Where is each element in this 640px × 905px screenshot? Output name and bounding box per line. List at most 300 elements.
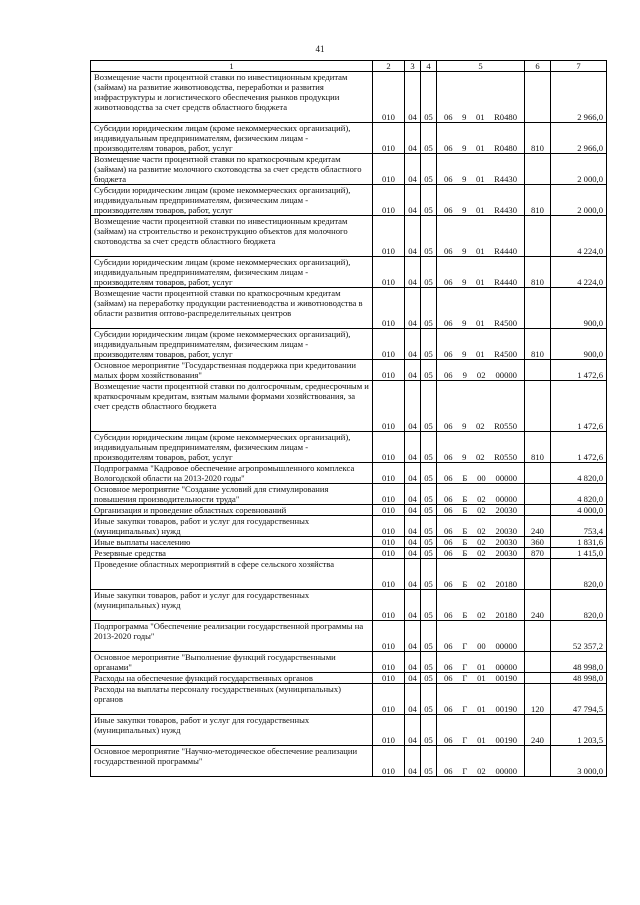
target-article-subprogram: Г: [462, 766, 468, 776]
row-description-text: Подпрограмма "Кадровое обеспечение агропромышленного комплекса Вологодской области на 2013-2020 годы": [94, 463, 355, 483]
target-article-event: 02: [477, 610, 486, 620]
row-description: [91, 621, 373, 652]
target-article-event: 01: [475, 143, 485, 153]
target-article-subprogram: Б: [462, 610, 468, 620]
row-description-text: Субсидии юридическим лицам (кроме некоммерческих организаций), индивидуальным предпринимателям, физическим лицам - производителям товаров, работ, услуг: [94, 257, 351, 287]
cell-expense-type: [525, 72, 551, 123]
target-article-subprogram: Г: [462, 673, 468, 683]
cell-admin-code: 010: [373, 590, 405, 621]
row-description-text: Иные выплаты населению: [94, 537, 191, 547]
target-article-direction: 20030: [495, 548, 517, 558]
cell-subsection: 05: [421, 505, 437, 516]
cell-amount: 820,0: [551, 590, 607, 621]
page-number: 41: [315, 44, 325, 54]
target-article-event: 02: [476, 370, 486, 380]
cell-target-article: [437, 154, 525, 185]
target-article-direction: R0550: [494, 452, 517, 462]
cell-target-article: [437, 360, 525, 381]
target-article-direction: R4430: [494, 174, 517, 184]
target-article-event: 01: [475, 205, 485, 215]
column-header: 4: [421, 61, 437, 72]
target-article-event: 01: [475, 349, 485, 359]
target-article-program: 06: [444, 610, 453, 620]
cell-section: 04: [405, 505, 421, 516]
cell-admin-code: 010: [373, 72, 405, 123]
budget-table: [90, 60, 607, 777]
cell-admin-code: 010: [373, 516, 405, 537]
cell-target-article: [437, 715, 525, 746]
target-article-program: 06: [444, 505, 453, 515]
cell-expense-type: [525, 484, 551, 505]
target-article-direction: 00000: [495, 766, 517, 776]
target-article-subprogram: 9: [462, 205, 467, 215]
target-article-event: 01: [475, 277, 485, 287]
cell-expense-type: 810: [525, 257, 551, 288]
target-article-program: 06: [444, 673, 453, 683]
table-row: [91, 432, 607, 463]
cell-amount: 900,0: [551, 288, 607, 329]
cell-admin-code: 010: [373, 185, 405, 216]
target-article-subprogram: Г: [462, 662, 468, 672]
row-description-text: Резервные средства: [94, 548, 166, 558]
target-article-event: 02: [477, 494, 486, 504]
cell-admin-code: 010: [373, 360, 405, 381]
cell-subsection: 05: [421, 329, 437, 360]
cell-admin-code: 010: [373, 257, 405, 288]
cell-subsection: 05: [421, 360, 437, 381]
row-description: [91, 652, 373, 673]
target-article-event: 02: [477, 537, 486, 547]
target-article-subprogram: Г: [462, 735, 468, 745]
cell-subsection: 05: [421, 432, 437, 463]
cell-section: 04: [405, 621, 421, 652]
target-article-direction: R4500: [494, 349, 517, 359]
cell-expense-type: 810: [525, 123, 551, 154]
cell-section: 04: [405, 559, 421, 590]
cell-subsection: 05: [421, 548, 437, 559]
cell-subsection: 05: [421, 537, 437, 548]
cell-section: 04: [405, 185, 421, 216]
cell-subsection: 05: [421, 516, 437, 537]
cell-amount: 48 998,0: [551, 652, 607, 673]
target-article-direction: R0480: [494, 112, 517, 122]
cell-admin-code: 010: [373, 123, 405, 154]
table-row: [91, 463, 607, 484]
cell-section: 04: [405, 537, 421, 548]
cell-amount: 820,0: [551, 559, 607, 590]
table-row: [91, 746, 607, 777]
table-row: [91, 216, 607, 257]
cell-section: 04: [405, 216, 421, 257]
target-article-direction: 00000: [495, 370, 517, 380]
row-description-text: Основное мероприятие "Выполнение функций государственными органами": [94, 652, 336, 672]
cell-amount: 1 203,5: [551, 715, 607, 746]
cell-subsection: 05: [421, 72, 437, 123]
cell-admin-code: 010: [373, 216, 405, 257]
target-article-direction: 20180: [495, 579, 517, 589]
cell-target-article: [437, 673, 525, 684]
cell-subsection: 05: [421, 185, 437, 216]
cell-admin-code: 010: [373, 463, 405, 484]
row-description-text: Проведение областных мероприятий в сфере сельского хозяйства: [94, 559, 335, 569]
table-row: [91, 505, 607, 516]
cell-amount: 4 820,0: [551, 484, 607, 505]
cell-section: 04: [405, 329, 421, 360]
row-description: [91, 715, 373, 746]
cell-subsection: 05: [421, 621, 437, 652]
row-description: [91, 154, 373, 185]
row-description-text: Иные закупки товаров, работ и услуг для государственных (муниципальных) нужд: [94, 590, 310, 610]
cell-subsection: 05: [421, 463, 437, 484]
target-article-direction: 20180: [495, 610, 517, 620]
table-row: [91, 673, 607, 684]
cell-amount: 1 415,0: [551, 548, 607, 559]
cell-amount: 4 224,0: [551, 216, 607, 257]
row-description: [91, 257, 373, 288]
cell-subsection: 05: [421, 590, 437, 621]
cell-expense-type: [525, 621, 551, 652]
target-article-direction: R4430: [494, 205, 517, 215]
target-article-event: 01: [477, 704, 486, 714]
table-row: [91, 516, 607, 537]
cell-admin-code: 010: [373, 329, 405, 360]
target-article-direction: 20030: [495, 526, 517, 536]
table-row: [91, 548, 607, 559]
target-article-event: 01: [475, 246, 485, 256]
row-description-text: Субсидии юридическим лицам (кроме некоммерческих организаций), индивидуальным предпринимателям, физическим лицам - производителям товаров, работ, услуг: [94, 185, 351, 215]
target-article-direction: 20030: [495, 505, 517, 515]
cell-expense-type: [525, 505, 551, 516]
target-article-subprogram: Б: [462, 473, 468, 483]
cell-target-article: [437, 216, 525, 257]
row-description: [91, 185, 373, 216]
column-header: 5: [437, 61, 525, 72]
cell-subsection: 05: [421, 559, 437, 590]
target-article-direction: 00000: [495, 473, 517, 483]
target-article-program: 06: [444, 473, 453, 483]
cell-section: 04: [405, 432, 421, 463]
cell-section: 04: [405, 590, 421, 621]
cell-target-article: [437, 516, 525, 537]
column-header: 3: [405, 61, 421, 72]
cell-admin-code: 010: [373, 548, 405, 559]
table-row: [91, 123, 607, 154]
cell-expense-type: 240: [525, 590, 551, 621]
cell-expense-type: [525, 559, 551, 590]
row-description-text: Иные закупки товаров, работ и услуг для государственных (муниципальных) нужд: [94, 715, 310, 735]
cell-admin-code: 010: [373, 652, 405, 673]
cell-admin-code: 010: [373, 432, 405, 463]
cell-amount: 2 000,0: [551, 185, 607, 216]
target-article-event: 00: [477, 473, 486, 483]
cell-expense-type: 120: [525, 684, 551, 715]
row-description-text: Подпрограмма "Обеспечение реализации государственной программы на 2013-2020 годы": [94, 621, 364, 641]
table-row: [91, 537, 607, 548]
target-article-program: 06: [444, 205, 453, 215]
cell-admin-code: 010: [373, 288, 405, 329]
cell-amount: 52 357,2: [551, 621, 607, 652]
target-article-program: 06: [444, 579, 453, 589]
target-article-subprogram: 9: [462, 174, 467, 184]
table-row: [91, 559, 607, 590]
cell-amount: 4 000,0: [551, 505, 607, 516]
cell-subsection: 05: [421, 123, 437, 154]
cell-subsection: 05: [421, 652, 437, 673]
target-article-event: 01: [475, 174, 485, 184]
cell-expense-type: [525, 652, 551, 673]
row-description: [91, 360, 373, 381]
target-article-program: 06: [444, 537, 453, 547]
cell-subsection: 05: [421, 484, 437, 505]
cell-expense-type: 240: [525, 715, 551, 746]
cell-section: 04: [405, 463, 421, 484]
cell-amount: 2 000,0: [551, 154, 607, 185]
target-article-subprogram: Б: [462, 505, 468, 515]
cell-section: 04: [405, 381, 421, 432]
cell-amount: 2 966,0: [551, 123, 607, 154]
target-article-direction: R4500: [494, 318, 517, 328]
cell-subsection: 05: [421, 154, 437, 185]
target-article-program: 06: [444, 735, 453, 745]
cell-target-article: [437, 590, 525, 621]
cell-admin-code: 010: [373, 505, 405, 516]
table-row: [91, 621, 607, 652]
table-row: [91, 360, 607, 381]
target-article-direction: R4440: [494, 246, 517, 256]
cell-target-article: [437, 652, 525, 673]
cell-expense-type: [525, 463, 551, 484]
cell-section: 04: [405, 684, 421, 715]
target-article-direction: R0480: [494, 143, 517, 153]
target-article-direction: 00000: [495, 494, 517, 504]
cell-section: 04: [405, 484, 421, 505]
column-header: 1: [91, 61, 373, 72]
target-article-event: 01: [477, 662, 486, 672]
table-row: [91, 484, 607, 505]
target-article-direction: 00000: [495, 641, 517, 651]
cell-section: 04: [405, 123, 421, 154]
target-article-program: 06: [444, 370, 453, 380]
cell-admin-code: 010: [373, 673, 405, 684]
table-row: [91, 590, 607, 621]
cell-expense-type: 360: [525, 537, 551, 548]
column-header: 6: [525, 61, 551, 72]
cell-target-article: [437, 381, 525, 432]
cell-subsection: 05: [421, 257, 437, 288]
target-article-event: 01: [475, 318, 485, 328]
cell-section: 04: [405, 154, 421, 185]
target-article-subprogram: 9: [462, 318, 467, 328]
row-description: [91, 381, 373, 432]
cell-amount: 4 820,0: [551, 463, 607, 484]
table-row: [91, 288, 607, 329]
cell-expense-type: 810: [525, 185, 551, 216]
target-article-program: 06: [444, 641, 453, 651]
row-description: [91, 329, 373, 360]
target-article-program: 06: [444, 277, 453, 287]
cell-amount: 2 966,0: [551, 72, 607, 123]
cell-subsection: 05: [421, 684, 437, 715]
row-description-text: Возмещение части процентной ставки по инвестиционным кредитам (займам) на строительство и реконструкцию объектов для молочного скотоводства за счет средств областного бюджета: [94, 216, 348, 246]
target-article-program: 06: [444, 526, 453, 536]
row-description-text: Основное мероприятие "Научно-методическое обеспечение реализации государственной программы": [94, 746, 358, 766]
row-description-text: Возмещение части процентной ставки по краткосрочным кредитам (займам) на развитие молочного скотоводства за счет средств областного бюджета: [94, 154, 362, 184]
target-article-subprogram: Г: [462, 704, 468, 714]
row-description: [91, 516, 373, 537]
cell-section: 04: [405, 288, 421, 329]
target-article-subprogram: 9: [462, 143, 467, 153]
target-article-subprogram: Б: [462, 526, 468, 536]
cell-expense-type: [525, 381, 551, 432]
cell-admin-code: 010: [373, 484, 405, 505]
cell-amount: 47 794,5: [551, 684, 607, 715]
cell-section: 04: [405, 715, 421, 746]
table-row: [91, 329, 607, 360]
table-row: [91, 381, 607, 432]
cell-amount: 3 000,0: [551, 746, 607, 777]
row-description-text: Возмещение части процентной ставки по краткосрочным кредитам (займам) на переработку продукции растениеводства и животноводства в области развития оптово-распределительных центров: [94, 288, 363, 318]
target-article-event: 02: [475, 421, 485, 431]
target-article-subprogram: 9: [462, 277, 467, 287]
cell-target-article: [437, 185, 525, 216]
target-article-program: 06: [444, 766, 453, 776]
cell-admin-code: 010: [373, 621, 405, 652]
target-article-program: 06: [444, 174, 453, 184]
cell-subsection: 05: [421, 381, 437, 432]
cell-expense-type: 870: [525, 548, 551, 559]
cell-target-article: [437, 505, 525, 516]
row-description: [91, 684, 373, 715]
target-article-direction: 00190: [495, 735, 517, 745]
target-article-event: 02: [477, 505, 486, 515]
row-description-text: Основное мероприятие "Государственная поддержка при кредитовании малых форм хозяйствования": [94, 360, 356, 380]
row-description: [91, 746, 373, 777]
cell-subsection: 05: [421, 288, 437, 329]
target-article-subprogram: 9: [462, 370, 467, 380]
target-article-subprogram: 9: [462, 246, 467, 256]
cell-amount: 1 472,6: [551, 432, 607, 463]
cell-subsection: 05: [421, 746, 437, 777]
table-row: [91, 684, 607, 715]
table-row: [91, 652, 607, 673]
cell-amount: 900,0: [551, 329, 607, 360]
row-description: [91, 216, 373, 257]
target-article-event: 02: [477, 526, 486, 536]
cell-expense-type: [525, 216, 551, 257]
target-article-event: 01: [477, 673, 486, 683]
cell-admin-code: 010: [373, 559, 405, 590]
row-description: [91, 288, 373, 329]
target-article-program: 06: [444, 704, 453, 714]
cell-expense-type: 810: [525, 432, 551, 463]
cell-target-article: [437, 463, 525, 484]
target-article-program: 06: [444, 112, 453, 122]
cell-expense-type: 240: [525, 516, 551, 537]
cell-target-article: [437, 432, 525, 463]
target-article-direction: 20030: [495, 537, 517, 547]
row-description: [91, 432, 373, 463]
target-article-subprogram: Б: [462, 579, 468, 589]
cell-admin-code: 010: [373, 154, 405, 185]
target-article-program: 06: [444, 548, 453, 558]
row-description-text: Возмещение части процентной ставки по долгосрочным, среднесрочным и краткосрочным кредитам, взятым малыми формами хозяйствования, за счет средств областного бюджета: [94, 381, 369, 411]
target-article-direction: R0550: [494, 421, 517, 431]
cell-admin-code: 010: [373, 537, 405, 548]
target-article-event: 02: [477, 548, 486, 558]
target-article-event: 01: [477, 735, 486, 745]
cell-target-article: [437, 621, 525, 652]
table-row: [91, 185, 607, 216]
cell-target-article: [437, 548, 525, 559]
cell-amount: 48 998,0: [551, 673, 607, 684]
header-row: [91, 61, 607, 72]
target-article-subprogram: Б: [462, 494, 468, 504]
cell-expense-type: [525, 360, 551, 381]
target-article-program: 06: [444, 349, 453, 359]
cell-target-article: [437, 537, 525, 548]
table-row: [91, 257, 607, 288]
target-article-program: 06: [444, 143, 453, 153]
cell-section: 04: [405, 72, 421, 123]
target-article-program: 06: [444, 246, 453, 256]
row-description-text: Субсидии юридическим лицам (кроме некоммерческих организаций), индивидуальным предпринимателям, физическим лицам - производителям товаров, работ, услуг: [94, 123, 351, 153]
cell-section: 04: [405, 360, 421, 381]
cell-section: 04: [405, 746, 421, 777]
target-article-subprogram: 9: [462, 112, 467, 122]
cell-subsection: 05: [421, 715, 437, 746]
cell-section: 04: [405, 673, 421, 684]
target-article-program: 06: [444, 421, 453, 431]
row-description-text: Субсидии юридическим лицам (кроме некоммерческих организаций), индивидуальным предпринимателям, физическим лицам - производителям товаров, работ, услуг: [94, 432, 351, 462]
target-article-program: 06: [444, 318, 453, 328]
cell-amount: 753,4: [551, 516, 607, 537]
row-description-text: Основное мероприятие "Создание условий для стимулирования повышения производительности труда": [94, 484, 329, 504]
cell-subsection: 05: [421, 216, 437, 257]
table-row: [91, 715, 607, 746]
target-article-subprogram: Г: [462, 641, 468, 651]
cell-target-article: [437, 288, 525, 329]
cell-admin-code: 010: [373, 715, 405, 746]
row-description-text: Возмещение части процентной ставки по инвестиционным кредитам (займам) на развитие животноводства, переработки и развития инфраструктуры и логистического обеспечения рынков продукции животноводства за счет средств областного бюджета: [94, 72, 348, 112]
table-row: [91, 72, 607, 123]
cell-expense-type: [525, 288, 551, 329]
cell-target-article: [437, 123, 525, 154]
cell-admin-code: 010: [373, 684, 405, 715]
row-description-text: Иные закупки товаров, работ и услуг для государственных (муниципальных) нужд: [94, 516, 310, 536]
target-article-direction: 00000: [495, 662, 517, 672]
cell-section: 04: [405, 516, 421, 537]
cell-admin-code: 010: [373, 746, 405, 777]
target-article-event: 00: [477, 641, 486, 651]
cell-target-article: [437, 329, 525, 360]
row-description: [91, 505, 373, 516]
cell-expense-type: [525, 154, 551, 185]
cell-target-article: [437, 484, 525, 505]
target-article-direction: 00190: [495, 673, 517, 683]
row-description-text: Расходы на выплаты персоналу государственных (муниципальных) органов: [94, 684, 341, 704]
target-article-subprogram: Б: [462, 537, 468, 547]
row-description: [91, 484, 373, 505]
row-description: [91, 559, 373, 590]
cell-amount: 4 224,0: [551, 257, 607, 288]
row-description: [91, 537, 373, 548]
target-article-subprogram: 9: [462, 349, 467, 359]
column-header: 7: [551, 61, 607, 72]
cell-section: 04: [405, 548, 421, 559]
target-article-program: 06: [444, 662, 453, 672]
row-description: [91, 673, 373, 684]
cell-target-article: [437, 559, 525, 590]
